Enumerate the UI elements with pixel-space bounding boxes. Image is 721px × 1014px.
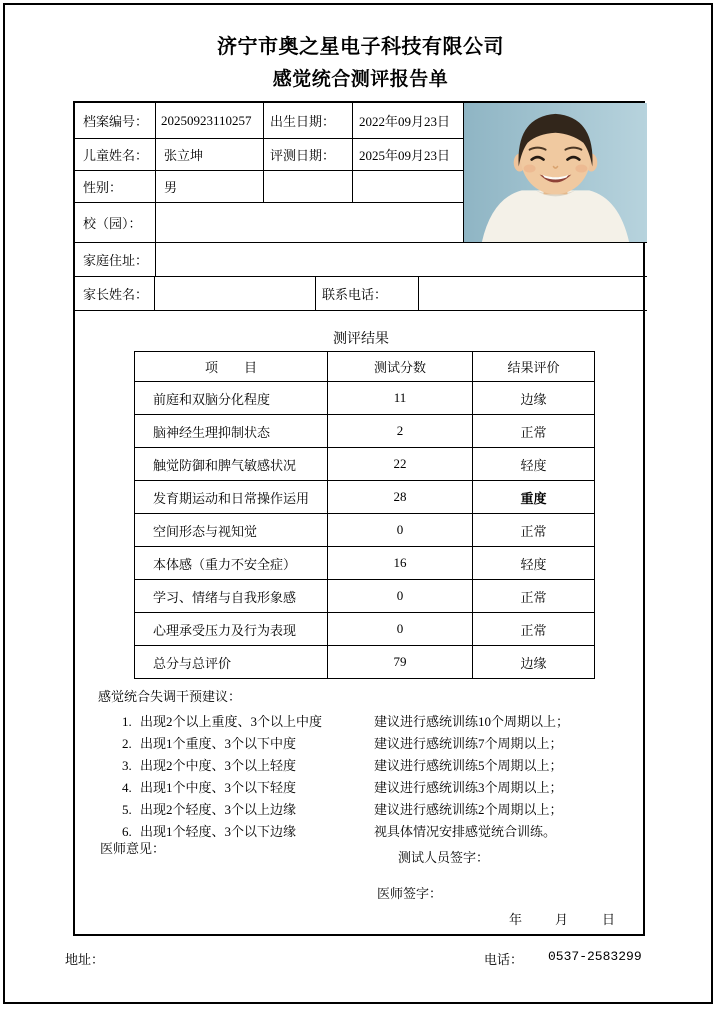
result-row xyxy=(135,580,595,613)
date-day-label: 日 xyxy=(602,912,616,927)
parent-name-label: 家长姓名： xyxy=(75,277,155,310)
contact-phone-label: 联系电话： xyxy=(316,277,419,310)
assess-date-value: 2025年09月23日 xyxy=(359,148,451,163)
footer-address-label: 地址： xyxy=(65,952,105,967)
gender-empty-cell-1 xyxy=(264,171,353,202)
result-item: 前庭和双脑分化程度 xyxy=(135,382,328,415)
suggestion-item xyxy=(122,777,633,799)
result-score: 16 xyxy=(328,547,473,580)
birth-date-value: 2022年09月23日 xyxy=(359,114,451,129)
suggestion-condition: 出现2个中度、3个以上轻度 xyxy=(140,758,297,773)
doctor-signature-label: 医师签字： xyxy=(377,886,443,901)
file-no-value: 20250923110257 xyxy=(156,103,264,138)
suggestion-condition: 出现1个轻度、3个以下边缘 xyxy=(140,824,297,839)
date-year-label: 年 xyxy=(509,912,523,927)
results-table xyxy=(134,351,595,679)
parent-name-value xyxy=(155,277,316,310)
result-score: 0 xyxy=(328,580,473,613)
result-eval: 正常 xyxy=(473,580,595,613)
result-row xyxy=(135,382,595,415)
home-address-value xyxy=(156,243,647,276)
result-row xyxy=(135,514,595,547)
suggestion-item xyxy=(122,821,633,843)
result-eval: 轻度 xyxy=(473,448,595,481)
suggestion-number: 2. xyxy=(122,736,132,751)
results-header-row xyxy=(135,352,595,382)
child-name-label: 儿童姓名： xyxy=(75,139,156,170)
child-name-value: 张立坤 xyxy=(156,139,264,170)
result-row-total xyxy=(135,646,595,679)
report-title: 感觉统合测评报告单 xyxy=(272,69,449,90)
result-row xyxy=(135,547,595,580)
school-label: 校（园）： xyxy=(75,203,156,242)
suggestion-number: 1. xyxy=(122,714,132,729)
form-row-gender xyxy=(75,171,463,203)
birth-date-label: 出生日期： xyxy=(264,103,353,138)
col-header-score: 测试分数 xyxy=(328,352,473,382)
col-header-eval: 结果评价 xyxy=(473,352,595,382)
doctor-opinion-label: 医师意见： xyxy=(100,841,166,856)
suggestion-recommendation: 建议进行感统训练7个周期以上； xyxy=(374,736,563,751)
result-row xyxy=(135,415,595,448)
child-photo xyxy=(463,103,647,243)
result-row xyxy=(135,481,595,514)
result-score: 22 xyxy=(328,448,473,481)
suggestion-recommendation: 建议进行感统训练3个周期以上； xyxy=(374,780,563,795)
result-score: 11 xyxy=(328,382,473,415)
result-item: 触觉防御和脾气敏感状况 xyxy=(135,448,328,481)
result-eval: 正常 xyxy=(473,415,595,448)
suggestion-recommendation: 建议进行感统训练2个周期以上； xyxy=(374,802,563,817)
suggestion-recommendation: 视具体情况安排感觉统合训练。 xyxy=(374,824,557,839)
assess-date-label: 评测日期： xyxy=(264,139,353,170)
results-section-title: 测评结果 xyxy=(333,332,389,347)
suggestion-number: 6. xyxy=(122,824,132,839)
suggestion-condition: 出现2个以上重度、3个以上中度 xyxy=(140,714,323,729)
result-eval: 边缘 xyxy=(473,646,595,679)
form-row-home-address xyxy=(75,243,647,277)
result-eval: 正常 xyxy=(473,514,595,547)
result-item: 发育期运动和日常操作运用 xyxy=(135,481,328,514)
gender-empty-cell-2 xyxy=(353,171,463,202)
result-score: 79 xyxy=(328,646,473,679)
suggestion-item xyxy=(122,755,633,777)
result-row xyxy=(135,448,595,481)
date-month-label: 月 xyxy=(555,912,569,927)
footer-phone-value: 0537-2583299 xyxy=(548,949,642,964)
result-score: 2 xyxy=(328,415,473,448)
result-item: 脑神经生理抑制状态 xyxy=(135,415,328,448)
suggestion-condition: 出现2个轻度、3个以上边缘 xyxy=(140,802,297,817)
suggestion-number: 3. xyxy=(122,758,132,773)
result-eval: 重度 xyxy=(473,481,595,514)
suggestions-title: 感觉统合失调干预建议： xyxy=(98,689,242,704)
result-eval: 轻度 xyxy=(473,547,595,580)
suggestion-item xyxy=(122,733,633,755)
result-item: 学习、情绪与自我形象感 xyxy=(135,580,328,613)
report-body xyxy=(73,101,645,936)
suggestion-number: 4. xyxy=(122,780,132,795)
result-score: 28 xyxy=(328,481,473,514)
suggestion-condition: 出现1个重度、3个以下中度 xyxy=(140,736,297,751)
form-row-parent-phone xyxy=(75,277,647,311)
footer-phone-label: 电话： xyxy=(484,952,524,967)
result-item: 本体感（重力不安全症） xyxy=(135,547,328,580)
result-row xyxy=(135,613,595,646)
suggestion-recommendation: 建议进行感统训练10个周期以上； xyxy=(374,714,570,729)
result-item: 空间形态与视知觉 xyxy=(135,514,328,547)
suggestion-item xyxy=(122,711,633,733)
result-score: 0 xyxy=(328,613,473,646)
result-eval: 正常 xyxy=(473,613,595,646)
tester-signature-label: 测试人员签字： xyxy=(398,850,490,865)
company-title: 济宁市奥之星电子科技有限公司 xyxy=(217,36,504,58)
suggestion-condition: 出现1个中度、3个以下轻度 xyxy=(140,780,297,795)
result-score: 0 xyxy=(328,514,473,547)
suggestions-block xyxy=(98,687,633,843)
col-header-item: 项 目 xyxy=(135,352,328,382)
result-item: 心理承受压力及行为表现 xyxy=(135,613,328,646)
contact-phone-value xyxy=(419,277,647,310)
result-eval: 边缘 xyxy=(473,382,595,415)
home-address-label: 家庭住址： xyxy=(75,243,156,276)
form-row-file-birth xyxy=(75,103,463,139)
suggestion-number: 5. xyxy=(122,802,132,817)
gender-value: 男 xyxy=(156,171,264,202)
form-row-name-assess xyxy=(75,139,463,171)
suggestion-recommendation: 建议进行感统训练5个周期以上； xyxy=(374,758,563,773)
result-item: 总分与总评价 xyxy=(135,646,328,679)
school-value xyxy=(156,203,463,242)
file-no-label: 档案编号： xyxy=(75,103,156,138)
suggestion-item xyxy=(122,799,633,821)
form-row-school xyxy=(75,203,463,243)
gender-label: 性别： xyxy=(75,171,156,202)
child-photo-illustration xyxy=(464,103,647,242)
